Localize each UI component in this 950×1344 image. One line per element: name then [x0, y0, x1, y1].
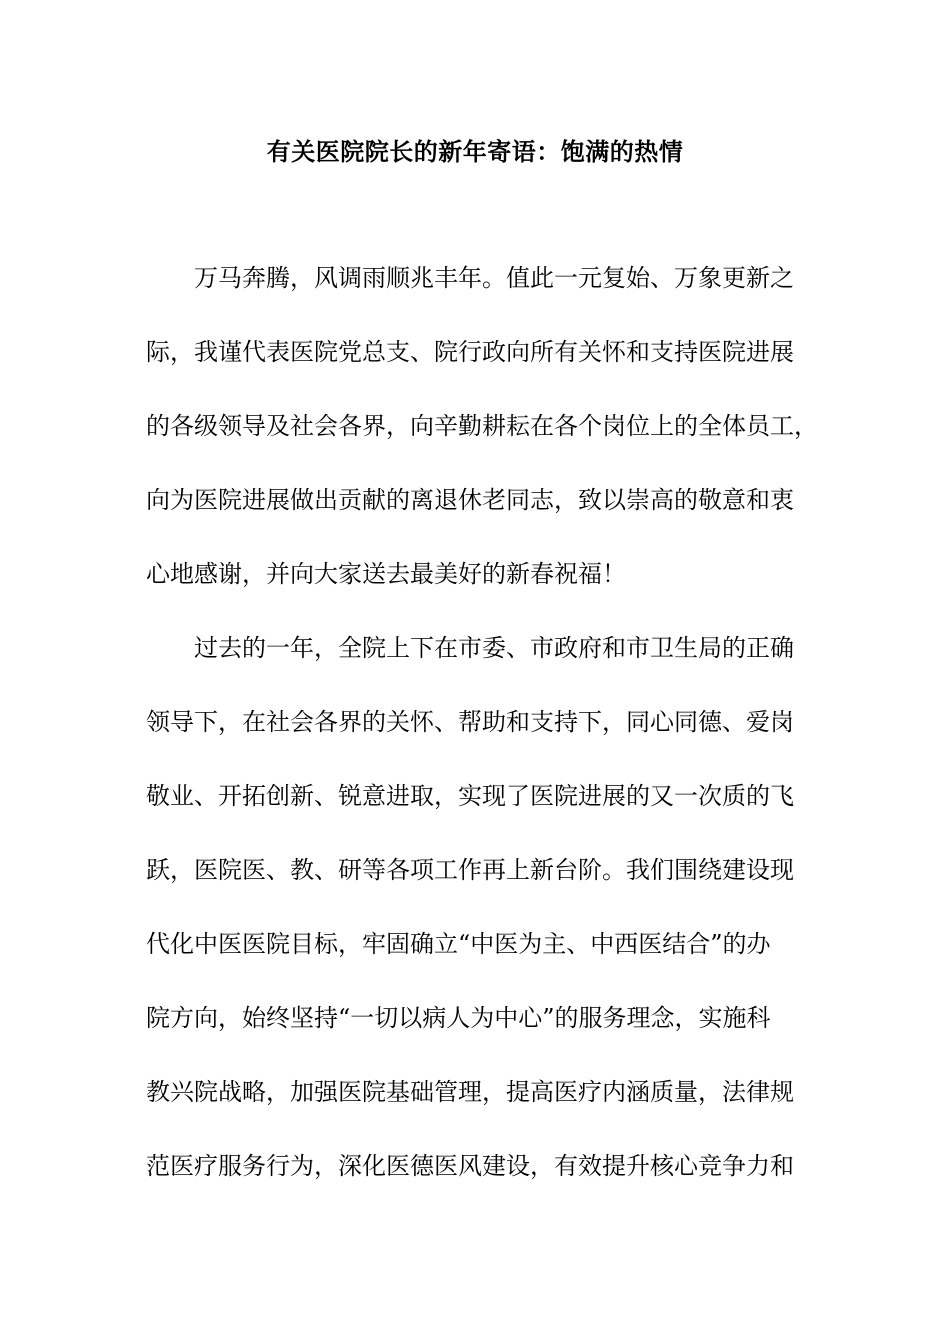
paragraph-line: 万马奔腾，风调雨顺兆丰年。值此一元复始、万象更新之	[194, 264, 794, 292]
paragraph-line: 教兴院战略，加强医院基础管理，提高医疗内涵质量，法律规	[146, 1078, 794, 1106]
paragraph-line: 过去的一年，全院上下在市委、市政府和市卫生局的正确	[194, 634, 794, 662]
paragraph-line: 范医疗服务行为，深化医德医风建设，有效提升核心竞争力和	[146, 1152, 794, 1180]
paragraph-line: 的各级领导及社会各界，向辛勤耕耘在各个岗位上的全体员工，	[146, 412, 818, 440]
paragraph-line: 跃，医院医、教、研等各项工作再上新台阶。我们围绕建设现	[146, 856, 794, 884]
paragraph-line: 心地感谢，并向大家送去最美好的新春祝福！	[146, 560, 626, 588]
paragraph-line: 向为医院进展做出贡献的离退休老同志，致以崇高的敬意和衷	[146, 486, 794, 514]
paragraph-line: 院方向，始终坚持“一切以病人为中心”的服务理念，实施科	[146, 1004, 771, 1032]
paragraph-line: 敬业、开拓创新、锐意进取，实现了医院进展的又一次质的飞	[146, 782, 794, 810]
paragraph-line: 际，我谨代表医院党总支、院行政向所有关怀和支持医院进展	[146, 338, 794, 366]
paragraph-line: 领导下，在社会各界的关怀、帮助和支持下，同心同德、爱岗	[146, 708, 794, 736]
document-title: 有关医院院长的新年寄语：饱满的热情	[266, 137, 684, 166]
paragraph-line: 代化中医医院目标，牢固确立“中医为主、中西医结合”的办	[146, 930, 771, 958]
